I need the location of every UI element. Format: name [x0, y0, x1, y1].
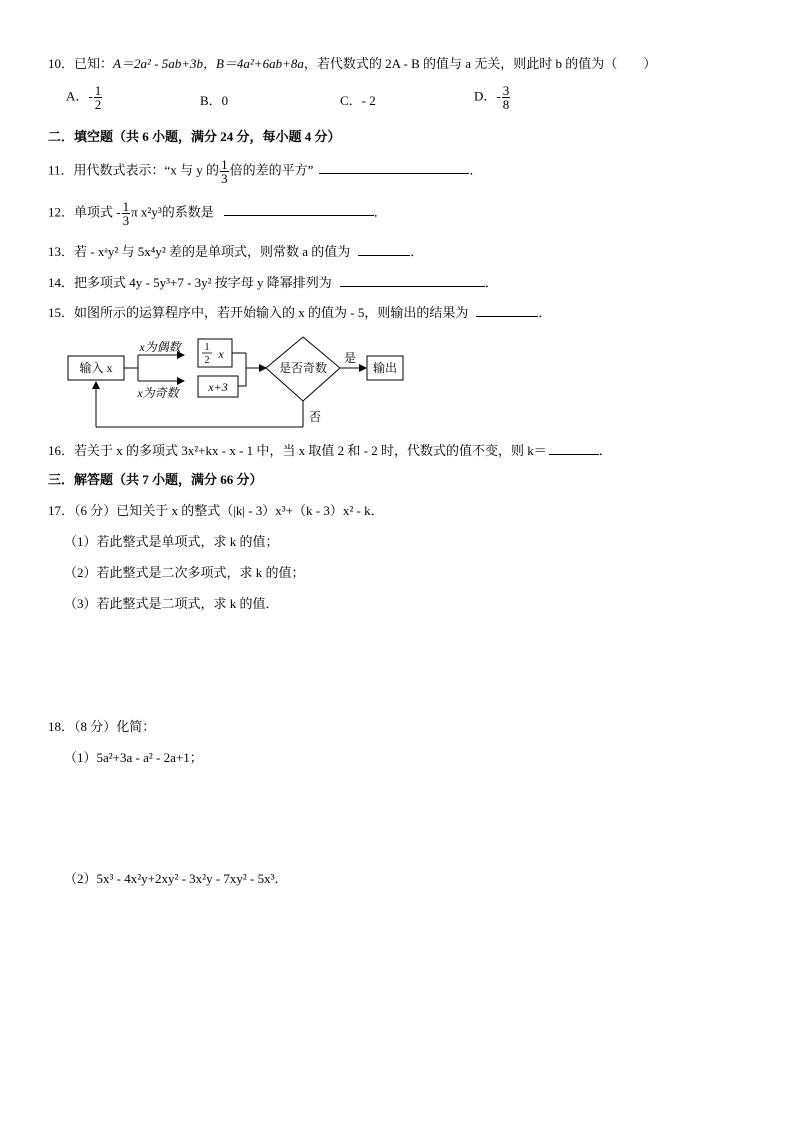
option-text: 0 [221, 93, 229, 108]
option-b [200, 90, 228, 109]
option-sign: - [496, 88, 501, 104]
question-number: 15． [48, 305, 75, 320]
numerator: 1 [221, 157, 228, 172]
question-text: 已知： [74, 56, 114, 71]
question-text: 如图所示的运算程序中，若开始输入的 x 的值为 - 5，则输出的结果为 [74, 305, 469, 320]
question-17-part-3: （3）若此整式是二项式，求 k 的值． [64, 596, 279, 611]
option-d [474, 84, 511, 111]
question-10 [48, 54, 656, 74]
section-heading: 二．填空题（共 6 小题，满分 24 分，每小题 4 分） [48, 129, 341, 144]
question-text: 单项式 - [74, 204, 121, 220]
question-text: ，若代数式的 2A - B 的值与 a 无关，则此时 b 的值为（ ） [303, 56, 657, 71]
question-18-part-2: （2）5x³ - 4x²y+2xy² - 3x²y - 7xy² - 5x³． [64, 871, 288, 886]
question-15 [48, 302, 551, 323]
flowchart-diagram [60, 335, 420, 435]
option-label: D． [474, 88, 497, 104]
question-14 [48, 272, 498, 293]
question-number: 16． [48, 443, 75, 458]
option-text: - 2 [361, 93, 376, 108]
question-18-part-1: （1）5a²+3a - a² - 2a+1； [64, 750, 203, 765]
punctuation: ． [410, 244, 424, 259]
option-label: A． [66, 88, 89, 104]
option-c [340, 90, 376, 109]
question-text: 若关于 x 的多项式 3x²+kx - x - 1 中，当 x 取值 2 和 - 2 时，代数式的值不变，则 k＝ [74, 443, 547, 458]
input-label: 输入 x [79, 361, 113, 375]
question-text: （8 分）化简： [74, 719, 156, 734]
denominator: 8 [502, 97, 510, 112]
option-label: C． [340, 93, 362, 108]
question-12 [48, 200, 387, 227]
question-13 [48, 241, 423, 262]
question-number: 14． [48, 275, 75, 290]
question-number: 12． [48, 204, 75, 220]
punctuation: ． [598, 443, 612, 458]
punctuation: ． [538, 305, 552, 320]
expression: A＝2a² - 5ab+3b，B＝4a²+6ab+8a [113, 56, 304, 71]
question-number: 13． [48, 244, 75, 259]
section-heading: 三．解答题（共 7 小题，满分 66 分） [48, 472, 263, 487]
odd-label: x为奇数 [137, 386, 179, 400]
even-label: x为偶数 [139, 340, 181, 354]
question-number: 10． [48, 56, 75, 71]
question-text: 把多项式 4y - 5y³+7 - 3y² 按字母 y 降幂排列为 [74, 275, 332, 290]
fraction [94, 84, 103, 111]
fraction [122, 200, 131, 227]
question-11 [48, 158, 482, 185]
question-text: 若 - xᵃy² 与 5x⁴y² 差的是单项式，则常数 a 的值为 [74, 244, 351, 259]
question-17-part-2: （2）若此整式是二次多项式，求 k 的值； [64, 565, 305, 580]
no-label: 否 [308, 410, 322, 424]
question-16 [48, 440, 612, 461]
question-text: （6 分）已知关于 x 的整式（|k| - 3）x³+（k - 3）x² - k． [74, 503, 384, 518]
option-label: B． [200, 93, 222, 108]
decision-label: 是否奇数 [278, 361, 328, 375]
punctuation: ． [373, 204, 387, 220]
option-a [66, 84, 103, 111]
question-number: 11． [48, 162, 74, 178]
half-numerator: 1 [204, 342, 210, 353]
denominator: 2 [94, 97, 102, 112]
answer-blank[interactable] [549, 440, 599, 455]
answer-blank[interactable] [358, 241, 410, 256]
denominator: 3 [221, 171, 228, 186]
half-denominator: 2 [204, 355, 210, 366]
half-variable: x [218, 347, 224, 361]
answer-blank[interactable] [476, 302, 538, 317]
question-17 [48, 501, 384, 521]
answer-blank[interactable] [319, 159, 469, 174]
question-text: 用代数式表示：“x 与 y 的 [73, 162, 220, 178]
question-number: 17． [48, 503, 75, 518]
punctuation: ． [484, 275, 498, 290]
numerator: 1 [122, 199, 130, 214]
denominator: 3 [122, 213, 130, 228]
answer-blank[interactable] [340, 272, 485, 287]
fraction [220, 158, 229, 185]
option-sign: - [88, 88, 93, 104]
punctuation: ． [469, 162, 483, 178]
plus3-label: x+3 [208, 380, 228, 394]
output-label: 输出 [372, 361, 398, 375]
expression: π x²y³ [131, 204, 162, 220]
question-number: 18． [48, 719, 75, 734]
yes-label: 是 [343, 351, 357, 365]
numerator: 1 [94, 83, 102, 98]
fraction [502, 84, 511, 111]
question-text: 的系数是 [161, 204, 214, 220]
question-text: 倍的差的平方” [229, 162, 314, 178]
question-17-part-1: （1）若此整式是单项式，求 k 的值； [64, 534, 279, 549]
question-18 [48, 717, 155, 737]
numerator: 3 [502, 83, 510, 98]
answer-blank[interactable] [224, 201, 374, 216]
